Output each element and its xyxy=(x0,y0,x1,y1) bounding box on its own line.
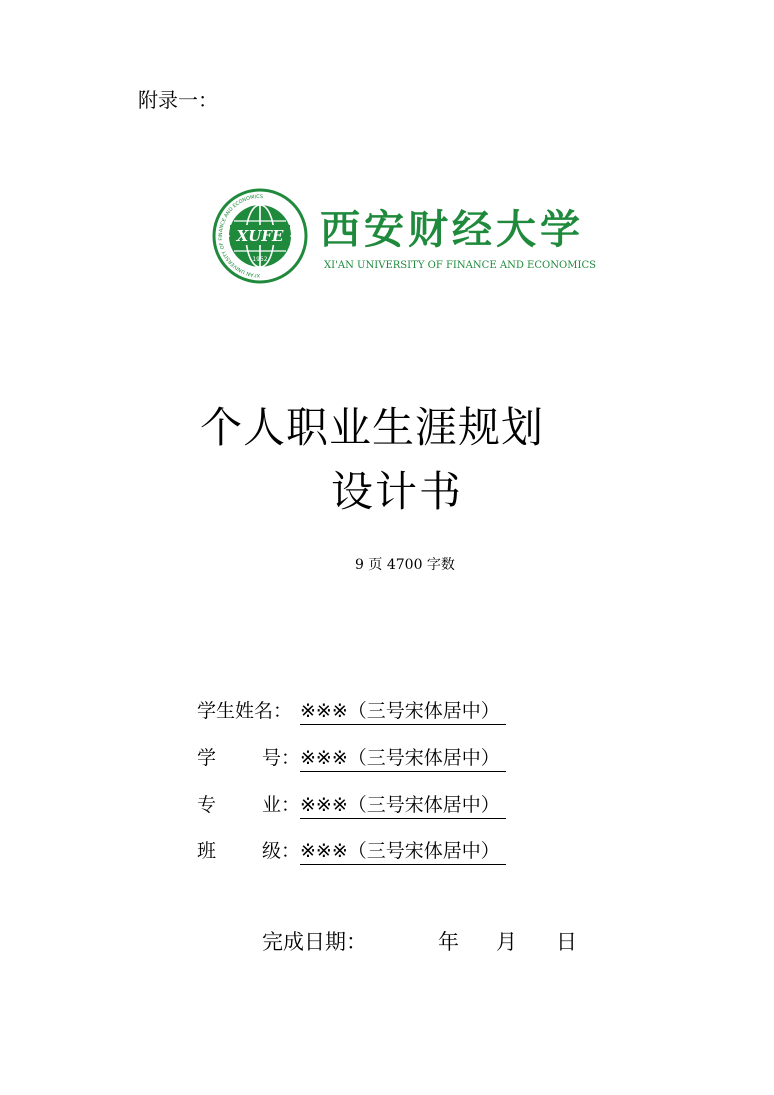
info-row-student-name xyxy=(197,696,506,725)
university-logo xyxy=(212,188,607,284)
appendix-label: 附录一： xyxy=(138,88,218,112)
info-label: 专 业： xyxy=(197,794,300,816)
day-label: 日 xyxy=(556,930,577,954)
info-row-class xyxy=(197,836,506,865)
class-field[interactable]: ※※※（三号宋体居中） xyxy=(300,836,506,865)
emblem-text: XUFE xyxy=(236,227,284,245)
completion-date-label: 完成日期： xyxy=(262,930,367,954)
word-count: 9 页 4700 字数 xyxy=(355,557,455,573)
info-row-major xyxy=(197,790,506,819)
student-name-field[interactable]: ※※※（三号宋体居中） xyxy=(300,696,506,725)
info-label: 学生姓名： xyxy=(197,700,293,722)
emblem-year: 1952 xyxy=(252,256,268,263)
major-field[interactable]: ※※※（三号宋体居中） xyxy=(300,790,506,819)
student-id-field[interactable]: ※※※（三号宋体居中） xyxy=(300,743,506,772)
info-label: 班 级： xyxy=(197,840,300,862)
university-name-en: XI'AN UNIVERSITY OF FINANCE AND ECONOMICS xyxy=(324,260,597,271)
info-label: 学 号： xyxy=(197,747,300,769)
emblem-ring-text: XI'AN UNIVERSITY OF FINANCE AND ECONOMICS xyxy=(218,193,264,279)
year-label: 年 xyxy=(438,930,459,954)
university-name-cn: 西安财经大学 xyxy=(320,206,584,253)
info-row-student-id xyxy=(197,743,506,772)
month-label: 月 xyxy=(496,930,517,954)
document-title-line1: 个人职业生涯规划 xyxy=(199,403,544,452)
globe-emblem-icon xyxy=(214,190,306,282)
document-title-line2: 设计书 xyxy=(330,467,463,516)
